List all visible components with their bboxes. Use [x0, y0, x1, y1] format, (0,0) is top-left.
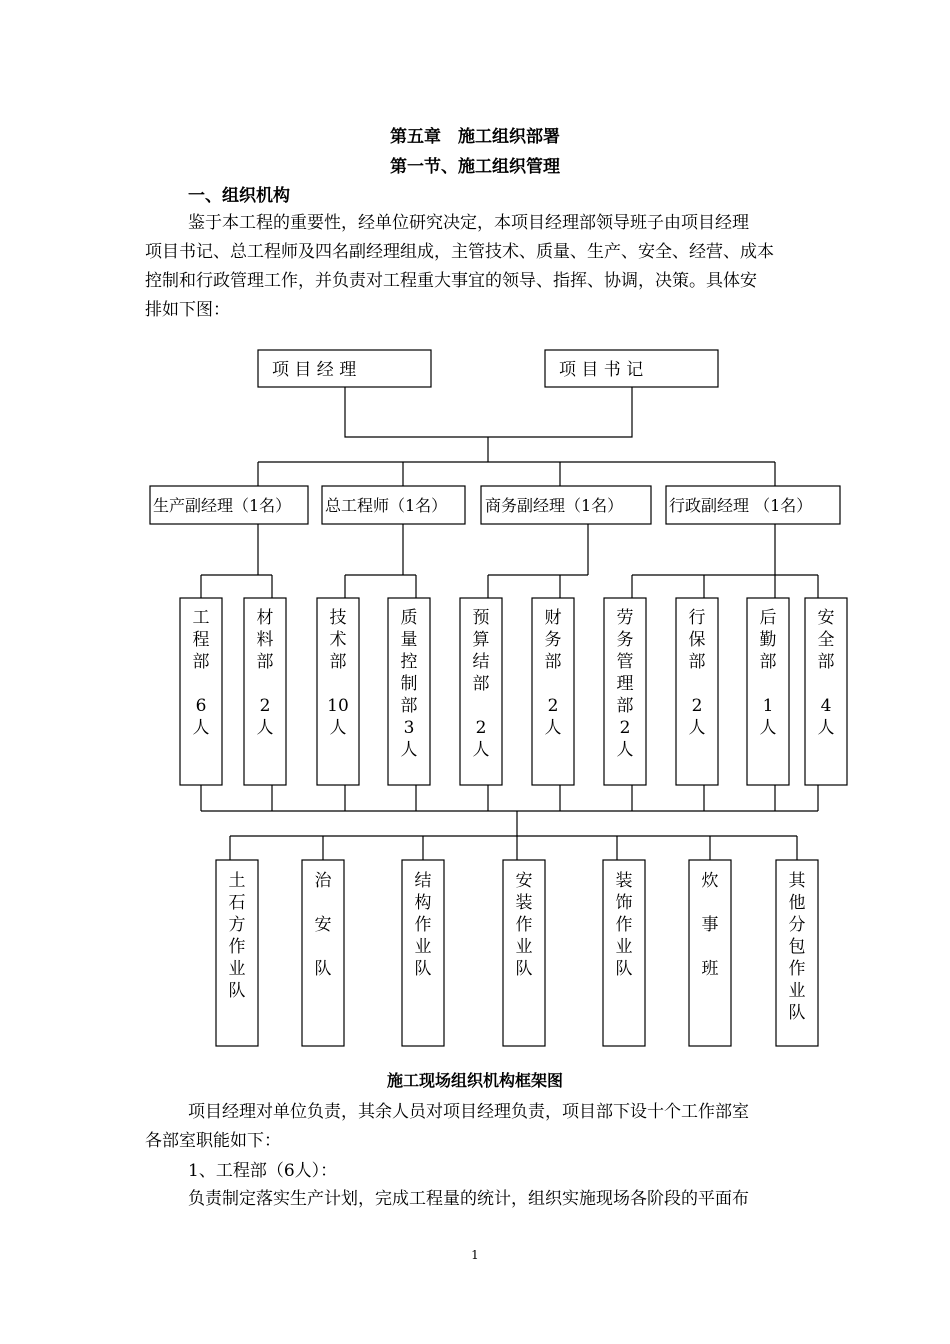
team-box [402, 860, 444, 1046]
department-box [747, 598, 789, 785]
team-box-char: 业 [515, 937, 533, 957]
department-box-char: 部 [256, 652, 274, 672]
team-box-char: 班 [701, 959, 719, 979]
top-box-project-manager [258, 350, 431, 387]
team-box-char: 结 [414, 871, 432, 891]
department-box-char: 2 [619, 718, 631, 738]
team-box-char: 包 [788, 937, 806, 957]
intro-line: 控制和行政管理工作，并负责对工程重大事宜的领导、指挥、协调，决策。具体安 [145, 271, 757, 291]
department-box-char: 部 [472, 674, 490, 694]
team-box-char: 事 [701, 915, 719, 935]
top-box-label: 项 目 经 理 [272, 360, 357, 380]
manager-box-administration [666, 486, 840, 524]
manager-box-chief-engineer [322, 486, 465, 524]
team-box-char: 队 [414, 959, 432, 979]
department-box-char: 术 [329, 630, 347, 650]
department-box-char: 2 [259, 696, 271, 716]
department-box-char: 人 [544, 718, 562, 738]
team-box-char: 石 [228, 893, 246, 913]
team-box-char: 作 [228, 937, 246, 957]
department-box-char: 部 [759, 652, 777, 672]
intro-line: 鉴于本工程的重要性，经单位研究决定，本项目经理部领导班子由项目经理 [188, 213, 749, 233]
manager-box-label: 总工程师（1名） [325, 496, 448, 515]
department-box-char: 2 [475, 718, 487, 738]
team-box-char: 作 [615, 915, 633, 935]
department-box-char: 预 [472, 608, 490, 628]
department-box [244, 598, 286, 785]
department-box-char: 部 [616, 696, 634, 716]
department-box-char: 3 [403, 718, 415, 738]
department-box-char: 2 [691, 696, 703, 716]
team-box-char: 队 [228, 981, 246, 1001]
department-box-char: 人 [400, 740, 418, 760]
department-box-char: 部 [192, 652, 210, 672]
department-box-char: 工 [192, 608, 210, 628]
team-box-char: 业 [414, 937, 432, 957]
team-box [689, 860, 731, 1046]
body-line: 项目经理对单位负责，其余人员对项目经理负责，项目部下设十个工作部室 [188, 1102, 749, 1122]
team-box-char: 土 [228, 871, 246, 891]
department-box-char: 部 [544, 652, 562, 672]
department-box-char: 人 [329, 718, 347, 738]
manager-box-business [481, 486, 651, 524]
top-box-label: 项 目 书 记 [559, 360, 644, 380]
department-box [805, 598, 847, 785]
department-box-char: 部 [688, 652, 706, 672]
department-box [317, 598, 359, 785]
team-box-char: 装 [515, 893, 533, 913]
department-box-char: 人 [472, 740, 490, 760]
team-box-char: 作 [515, 915, 533, 935]
team-box-char: 饰 [615, 893, 633, 913]
team-box-char: 作 [788, 959, 806, 979]
department-box-char: 人 [817, 718, 835, 738]
department-box-char: 人 [192, 718, 210, 738]
team-box-char: 他 [788, 893, 806, 913]
page-number: 1 [471, 1248, 479, 1262]
department-box-char: 人 [616, 740, 634, 760]
intro-line: 排如下图： [145, 300, 230, 320]
department-box-char: 量 [400, 630, 418, 650]
department-boxes [180, 598, 847, 785]
team-box-char: 炊 [701, 871, 719, 891]
department-box-char: 4 [820, 696, 832, 716]
department-box-char: 制 [400, 674, 418, 694]
item-heading: 1、工程部（6人）： [188, 1161, 338, 1181]
department-box-char: 部 [329, 652, 347, 672]
department-box-char: 程 [192, 630, 210, 650]
manager-box-label: 商务副经理（1名） [485, 496, 624, 515]
team-box-char: 其 [788, 871, 806, 891]
department-box-char: 技 [329, 608, 347, 628]
team-box-char: 治 [314, 871, 332, 891]
manager-box-label: 生产副经理（1名） [153, 496, 292, 515]
department-box-char: 2 [547, 696, 559, 716]
intro-line: 项目书记、总工程师及四名副经理组成，主管技术、质量、生产、安全、经营、成本 [145, 242, 774, 262]
team-box-char: 作 [414, 915, 432, 935]
department-box-char: 人 [688, 718, 706, 738]
department-box [388, 598, 430, 785]
department-box-char: 财 [544, 608, 562, 628]
department-box-char: 保 [688, 630, 706, 650]
top-box-project-secretary [545, 350, 718, 387]
team-box-char: 队 [314, 959, 332, 979]
department-box-char: 结 [472, 652, 490, 672]
team-box-char: 安 [314, 915, 332, 935]
team-box-char: 装 [615, 871, 633, 891]
subsection-title: 一、组织机构 [188, 186, 290, 206]
department-box [460, 598, 502, 785]
org-chart-connectors [201, 387, 818, 860]
team-box [216, 860, 258, 1046]
department-box-char: 人 [256, 718, 274, 738]
department-box-char: 控 [400, 652, 418, 672]
department-box-char: 算 [472, 630, 490, 650]
department-box-char: 劳 [616, 608, 634, 628]
department-box-char: 料 [256, 630, 274, 650]
body-line: 各部室职能如下： [145, 1131, 281, 1151]
manager-box-production [150, 486, 308, 524]
team-box-char: 业 [788, 981, 806, 1001]
department-box [180, 598, 222, 785]
team-box-char: 分 [788, 915, 806, 935]
chapter-title: 第五章 施工组织部署 [390, 127, 560, 147]
team-box [302, 860, 344, 1046]
team-box [776, 860, 818, 1046]
department-box [532, 598, 574, 785]
section-title: 第一节、施工组织管理 [390, 157, 560, 177]
team-box-char: 队 [615, 959, 633, 979]
department-box-char: 6 [195, 696, 207, 716]
department-box-char: 行 [688, 608, 706, 628]
department-box-char: 勤 [759, 630, 777, 650]
team-box-char: 方 [228, 915, 246, 935]
team-boxes [216, 860, 818, 1046]
department-box-char: 1 [762, 696, 774, 716]
department-box-char: 管 [616, 652, 634, 672]
department-box-char: 安 [817, 608, 835, 628]
department-box-char: 部 [400, 696, 418, 716]
department-box-char: 部 [817, 652, 835, 672]
team-box-char: 队 [788, 1003, 806, 1023]
department-box-char: 后 [759, 608, 777, 628]
team-box [503, 860, 545, 1046]
team-box-char: 业 [228, 959, 246, 979]
department-box-char: 质 [400, 608, 418, 628]
team-box-char: 业 [615, 937, 633, 957]
team-box-char: 安 [515, 871, 533, 891]
chart-caption: 施工现场组织机构框架图 [386, 1071, 563, 1090]
team-box-char: 构 [414, 893, 432, 913]
department-box-char: 务 [544, 630, 562, 650]
department-box-char: 10 [327, 696, 349, 716]
department-box-char: 材 [256, 608, 274, 628]
department-box [604, 598, 646, 785]
department-box-char: 理 [616, 674, 634, 694]
team-box [603, 860, 645, 1046]
department-box-char: 全 [817, 630, 835, 650]
manager-box-label: 行政副经理 （1名） [669, 496, 813, 515]
department-box-char: 务 [616, 630, 634, 650]
item-text: 负责制定落实生产计划，完成工程量的统计，组织实施现场各阶段的平面布 [188, 1189, 749, 1209]
team-box-char: 队 [515, 959, 533, 979]
department-box-char: 人 [759, 718, 777, 738]
department-box [676, 598, 718, 785]
